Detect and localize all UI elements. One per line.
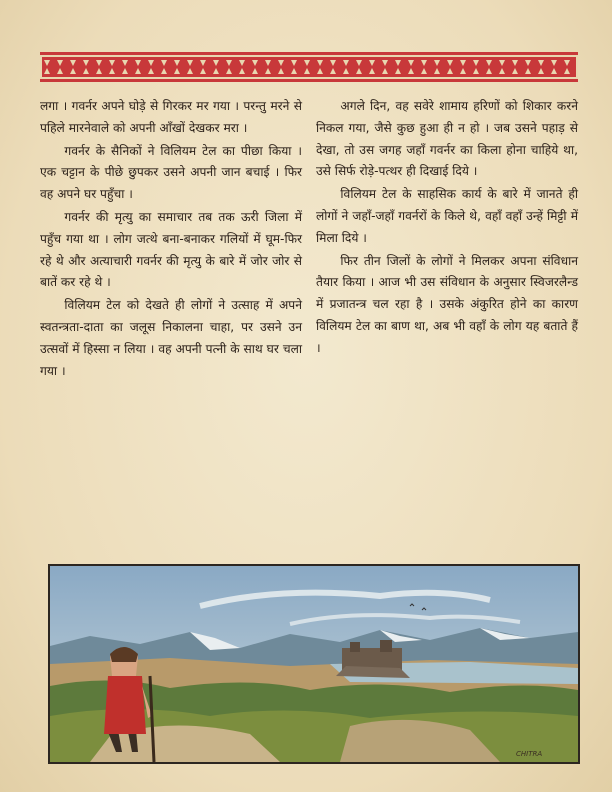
paragraph: विलियम टेल के साहसिक कार्य के बारे में जानते ही लोगों ने जहाँ-जहाँ गवर्नरों के किले थे, वहाँ वहाँ उन्हें मिट्टी में मिला दिये । [316, 187, 578, 245]
story-illustration [48, 564, 580, 764]
paragraph: फिर तीन जिलों के लोगों ने मिलकर अपना संविधान तैयार किया । आज भी उस संविधान के अनुसार स्विजरलैन्ड में प्रजातन्त्र चल रहा है । उसके अंकुरित होने का कारण विलियम टेल का बाण था, अब भी वहाँ के लोग यह बताते हैं । [316, 253, 578, 355]
left-text-column [40, 96, 302, 382]
landscape-scene [50, 566, 578, 762]
paragraph: लगा । गवर्नर अपने घोड़े से गिरकर मर गया । परन्तु मरने से पहिले मारनेवाले को अपनी आँखों देखकर मरा । [40, 99, 302, 135]
paragraph: विलियम टेल को देखते ही लोगों ने उत्साह में अपने स्वतन्त्रता-दाता का जलूस निकालना चाहा, पर उसने उन उत्सवों में हिस्सा न लिया । वह अपनी पत्नी के साथ घर चला गया । [40, 298, 302, 378]
decorative-border [40, 52, 578, 82]
right-text-column [316, 96, 578, 360]
artist-signature: CHITRA [516, 750, 543, 758]
paragraph: गवर्नर की मृत्यु का समाचार तब तक ऊरी जिला में पहुँच गया था । लोग जत्थे बना-बनाकर गलियों में घूम-फिर रहे थे और अत्याचारी गवर्नर की मृत्यु के बारे में जोर जोर से बातें कर रहे थे । [40, 209, 302, 290]
paragraph: अगले दिन, वह सवेरे शामाय हरिणों को शिकार करने निकल गया, जैसे कुछ हुआ ही न हो । जब उसने पहाड़ से देखा, तो उस जगह जहाँ गवर्नर का किला होना चाहिये था, उसे सिर्फ रोड़े-पत्थर ही दिखाई दिये । [316, 99, 578, 179]
paragraph: गवर्नर के सैनिकों ने विलियम टेल का पीछा किया । एक चट्टान के पीछे छुपकर उसने अपनी जान बचाई । फिर वह अपने घर पहुँचा । [40, 143, 302, 202]
